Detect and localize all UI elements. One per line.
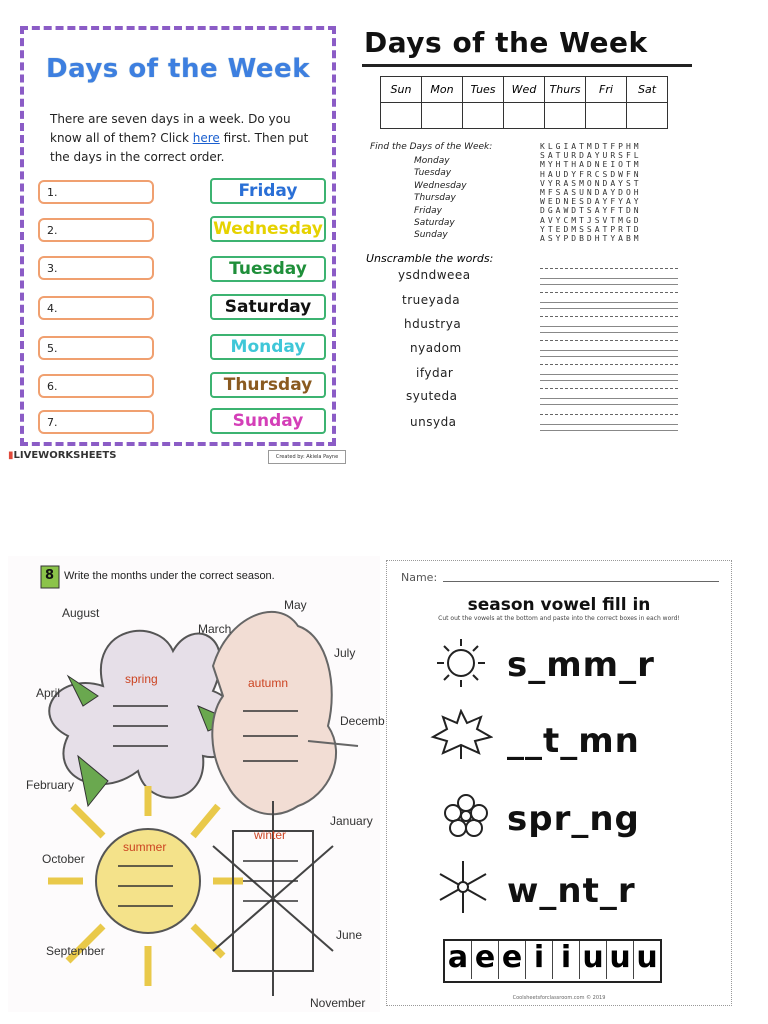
answer-field-7[interactable]: 7. <box>38 410 154 434</box>
day-table <box>380 76 668 129</box>
answer-field-6[interactable]: 6. <box>38 374 154 398</box>
scrambled-word: unsyda <box>410 415 457 429</box>
month-word[interactable]: February <box>26 778 75 792</box>
unscramble-heading: Unscramble the words: <box>366 252 494 265</box>
answer-field-4[interactable]: 4. <box>38 296 154 320</box>
table-cell[interactable] <box>545 103 586 129</box>
here-link[interactable]: here <box>192 131 220 145</box>
leaf-icon <box>429 709 493 761</box>
word-summer: s_mm_r <box>507 645 655 685</box>
word-spring: spr_ng <box>507 799 640 839</box>
brand-text: LIVEWORKSHEETS <box>13 450 117 461</box>
grid-row: SATURDAYURSFL <box>540 151 642 161</box>
answer-field-3[interactable]: 3. <box>38 256 154 280</box>
scrambled-word: trueyada <box>402 293 461 307</box>
day-card-tuesday[interactable]: Tuesday <box>210 256 326 282</box>
vowel-tile[interactable]: u <box>636 940 658 975</box>
month-word[interactable]: January <box>330 814 373 828</box>
grid-row: ASYPDBDHTYABM <box>540 234 642 244</box>
grid-row: YTEDMSSATPRTD <box>540 224 642 234</box>
list-item: Friday <box>414 205 442 216</box>
table-header: Wed <box>504 77 545 103</box>
sun-icon <box>435 637 487 689</box>
month-word[interactable]: July <box>334 646 356 660</box>
credit-badge: Created by: Akiela Payne <box>268 450 346 464</box>
table-header: Mon <box>422 77 463 103</box>
scrambled-word: syuteda <box>406 389 458 403</box>
month-word[interactable]: Decemb <box>340 714 385 728</box>
exercise-number: 8 <box>45 568 55 583</box>
word-autumn: __t_mn <box>507 721 640 761</box>
month-word[interactable]: June <box>336 928 363 942</box>
list-item: Thursday <box>414 193 456 204</box>
word-winter: w_nt_r <box>507 871 636 911</box>
table-cell[interactable] <box>422 103 463 129</box>
grid-row: DGAWDTSAYFTDN <box>540 206 642 216</box>
season-label-summer: summer <box>123 840 167 854</box>
table-header: Tues <box>463 77 504 103</box>
find-heading: Find the Days of the Week: <box>370 142 493 152</box>
month-word[interactable]: May <box>284 598 307 612</box>
month-word[interactable]: September <box>46 944 105 958</box>
list-item: Sunday <box>414 230 448 241</box>
grid-row: MFSASUNDAYDOH <box>540 188 642 198</box>
day-card-saturday[interactable]: Saturday <box>210 294 326 320</box>
worksheet1-intro <box>50 110 320 167</box>
vowel-tile[interactable]: i <box>553 941 580 979</box>
month-word[interactable]: March <box>198 622 232 636</box>
vowel-tile[interactable]: u <box>607 941 634 979</box>
intro-text: There are seven days in a week. Do you know all of them? Click <box>50 112 291 145</box>
vowel-tile[interactable]: e <box>499 941 526 979</box>
logo-mark-icon: ▮ <box>8 450 14 461</box>
grid-row: WEDNESDAYFYAY <box>540 197 642 207</box>
season-label-spring: spring <box>125 672 158 686</box>
season-label-autumn: autumn <box>248 676 289 690</box>
answer-field-2[interactable]: 2. <box>38 218 154 242</box>
grid-row: KLGIATMDTFPHM <box>540 142 642 151</box>
grid-row: VYRASMONDAYST <box>540 178 642 188</box>
answer-field-1[interactable]: 1. <box>38 180 154 204</box>
scrambled-word: nyadom <box>410 341 462 355</box>
scrambled-word: ysdndweea <box>398 268 471 282</box>
month-word[interactable]: November <box>310 996 366 1010</box>
intro-text-end: first. Then put the days in the correct order. <box>50 131 309 164</box>
day-card-sunday[interactable]: Sunday <box>210 408 326 434</box>
grid-row: MYHTHADNEIOTM <box>540 160 642 170</box>
day-card-thursday[interactable]: Thursday <box>210 372 326 398</box>
grid-row: AVYCMTJSVTMGD <box>540 215 642 225</box>
worksheet4-title: season vowel fill in <box>467 595 651 615</box>
month-word[interactable]: August <box>62 606 100 620</box>
table-cell[interactable] <box>381 103 422 129</box>
vowel-tile[interactable]: u <box>580 941 607 979</box>
liveworksheets-logo <box>8 450 116 461</box>
days-order-worksheet <box>20 26 336 446</box>
worksheet2-title: Days of the Week <box>364 26 648 59</box>
footer-credit: Coolsheetsforclassroom.com © 2019 <box>512 995 606 1001</box>
table-header: Sun <box>381 77 422 103</box>
worksheet1-title: Days of the Week <box>46 54 310 84</box>
list-item: Tuesday <box>414 168 452 179</box>
grid-row: HAUDYFRCSDWFN <box>540 169 642 179</box>
find-word-list <box>414 155 467 242</box>
answer-field-5[interactable]: 5. <box>38 336 154 360</box>
exercise-instruction: Write the months under the correct season. <box>64 570 275 582</box>
table-cell[interactable] <box>463 103 504 129</box>
month-word[interactable]: October <box>42 852 85 866</box>
table-cell[interactable] <box>504 103 545 129</box>
vowel-tile[interactable]: a <box>445 941 472 979</box>
season-vowel-worksheet <box>386 560 732 1006</box>
season-label-winter: winter <box>254 828 287 842</box>
table-cell[interactable] <box>586 103 627 129</box>
list-item: Saturday <box>414 218 455 229</box>
list-item: Wednesday <box>414 180 467 191</box>
scrambled-word: ifydar <box>416 366 454 380</box>
day-card-friday[interactable]: Friday <box>210 178 326 204</box>
flower-icon <box>443 793 489 839</box>
table-header: Sat <box>627 77 668 103</box>
seasons-worksheet <box>8 556 385 1012</box>
vowel-strip <box>443 939 662 983</box>
name-line[interactable] <box>443 581 719 582</box>
table-header: Fri <box>586 77 627 103</box>
word-search-grid <box>540 142 642 243</box>
table-cell[interactable] <box>627 103 668 129</box>
day-card-wednesday[interactable]: Wednesday <box>210 216 326 242</box>
list-item: Monday <box>414 156 450 166</box>
vowel-tile[interactable]: i <box>526 941 553 979</box>
day-card-monday[interactable]: Monday <box>210 334 326 360</box>
table-header: Thurs <box>545 77 586 103</box>
name-label: Name: <box>401 571 438 584</box>
month-word[interactable]: April <box>36 686 61 700</box>
worksheet4-subtitle: Cut out the vowels at the bottom and paste into the correct boxes in each word! <box>438 615 680 622</box>
title-underline <box>362 64 692 67</box>
scrambled-word: hdustrya <box>404 317 462 331</box>
vowel-tile[interactable]: e <box>472 941 499 979</box>
snowflake-icon <box>435 859 491 915</box>
